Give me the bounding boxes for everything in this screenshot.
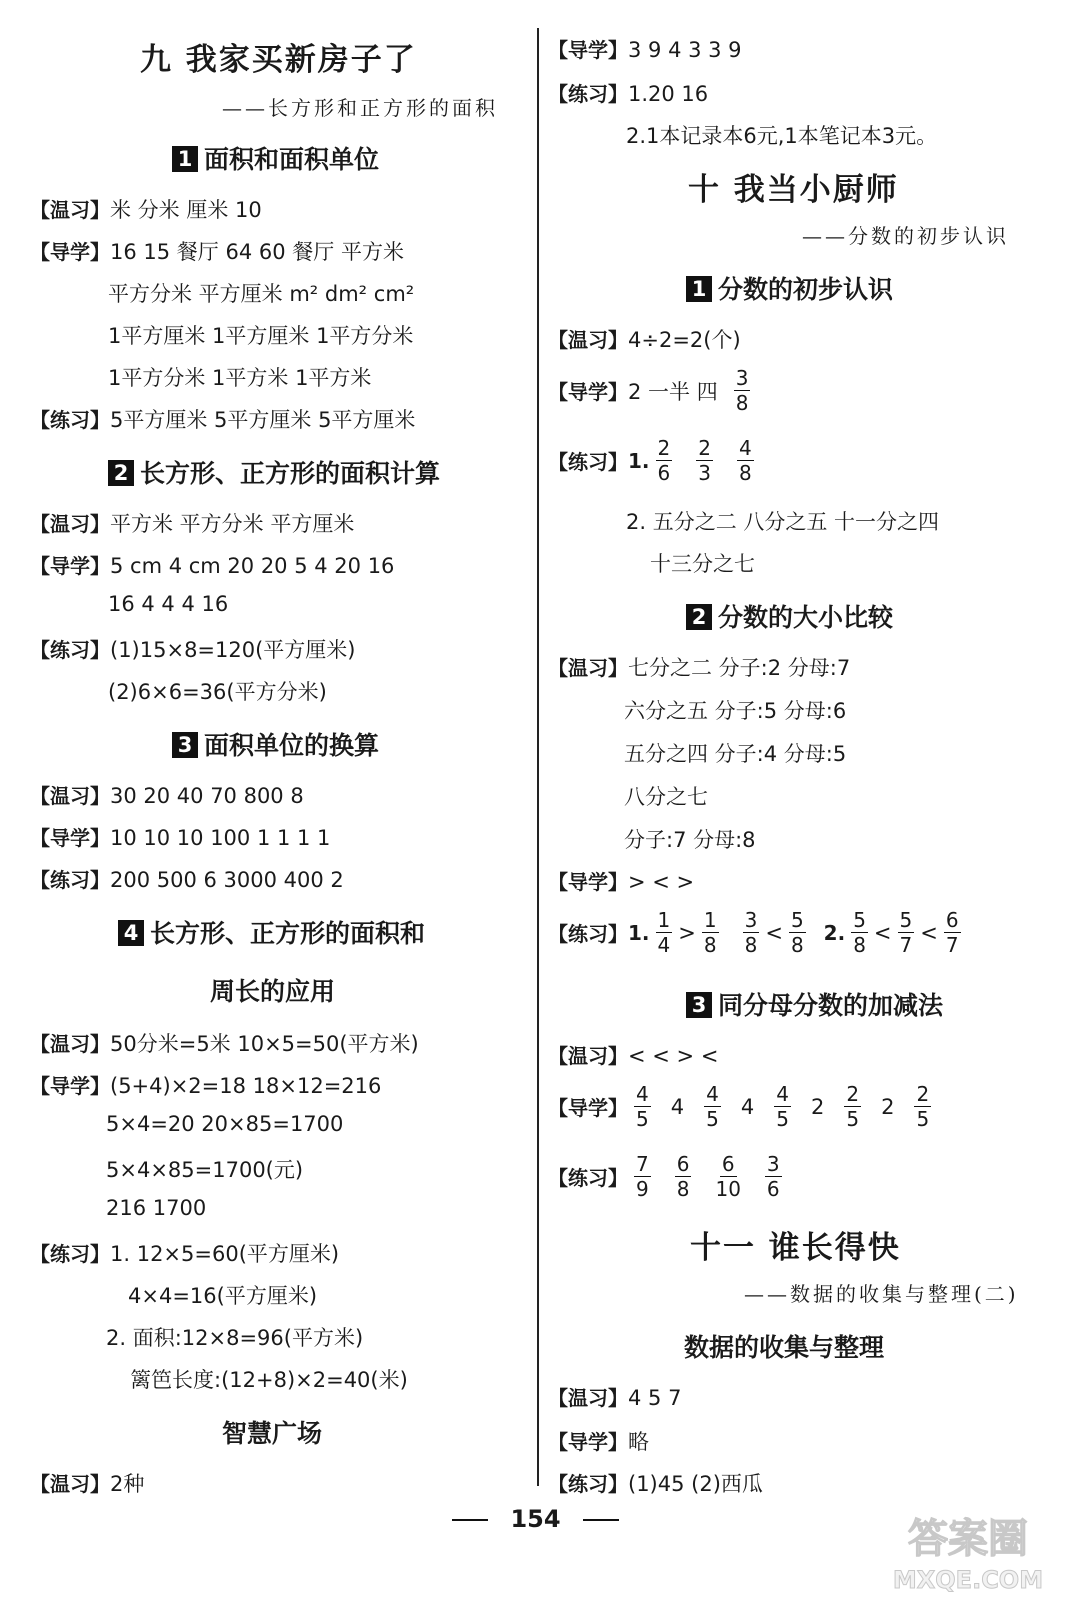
section-heading: 4 长方形、正方形的面积和 [118, 914, 425, 950]
fraction: $\frac{6}{8}$ [676, 1152, 690, 1201]
answer-line: 【导学】10 10 10 100 1 1 1 1 [30, 826, 331, 850]
fraction: $\frac{6}{7}$ [945, 908, 959, 957]
fraction: $\frac{1}{8}$ [703, 908, 717, 957]
fraction: $\frac{5}{8}$ [790, 908, 804, 957]
answer-line: 【练习】 1. $\frac{2}{6}$ $\frac{2}{3}$ $\frac{4}{8}$ [548, 436, 752, 485]
section-heading: 数据的收集与整理 [684, 1333, 885, 1362]
chapter-title-11: 十一 谁长得快 [690, 1230, 901, 1266]
answer-line: (2)6×6=36(平方分米) [108, 680, 327, 704]
answer-line: 【练习】1. 12×5=60(平方厘米) [30, 1242, 340, 1266]
answer-line: 1平方分米 1平方米 1平方米 [108, 366, 372, 390]
answer-line: 【练习】 $\frac{7}{9}$ $\frac{6}{8}$ $\frac{6}{10}$ $\frac{3}{6}$ [548, 1152, 780, 1201]
fraction: $\frac{3}{8}$ [735, 366, 749, 415]
fraction: $\frac{3}{8}$ [744, 908, 758, 957]
answer-line: 【温习】4 5 7 [548, 1386, 682, 1410]
section-heading-extra: 智慧广场 [222, 1419, 323, 1448]
fraction: $\frac{5}{8}$ [853, 908, 866, 957]
answer-line: 八分之七 [624, 785, 708, 809]
answer-line: 【导学】 2 一半 四 $\frac{3}{8}$ [548, 366, 749, 415]
fraction: $\frac{2}{3}$ [698, 436, 711, 485]
answer-line: 十三分之七 [650, 552, 755, 576]
fraction: $\frac{5}{7}$ [899, 908, 913, 957]
answer-line: 【温习】平方米 平方分米 平方厘米 [30, 512, 355, 536]
fraction: $\frac{4}{8}$ [738, 436, 752, 485]
answer-line: 【温习】50分米=5米 10×5=50(平方米) [30, 1032, 419, 1056]
answer-line: 【练习】5平方厘米 5平方厘米 5平方厘米 [30, 408, 416, 432]
answer-line: 【练习】(1)15×8=120(平方厘米) [30, 638, 356, 662]
answer-line: 【练习】(1)45 (2)西瓜 [548, 1472, 763, 1496]
answer-line: 五分之四 分子:4 分母:5 [624, 742, 847, 766]
answer-line: 【练习】1.20 16 [548, 82, 709, 106]
answer-line: 【导学】 $\frac{4}{5}$ 4 $\frac{4}{5}$ 4 $\frac{4}{5}$ 2 $\frac{2}{5}$ 2 $\frac{2}{5}$ [548, 1082, 930, 1131]
chapter-title-10: 十 我当小厨师 [688, 172, 899, 208]
answer-line: 【温习】2种 [30, 1472, 145, 1496]
section-heading-cont: 周长的应用 [210, 977, 336, 1006]
answer-line: 1平方厘米 1平方厘米 1平方分米 [108, 324, 414, 348]
answer-line: 2. 面积:12×8=96(平方米) [106, 1326, 364, 1350]
answer-line: 分子:7 分母:8 [624, 828, 756, 852]
fraction: $\frac{2}{5}$ [916, 1082, 930, 1131]
answer-line: 【温习】4÷2=2(个) [548, 328, 741, 352]
fraction: $\frac{1}{4}$ [657, 908, 671, 957]
answer-line: 5×4×85=1700(元) [106, 1158, 304, 1182]
answer-line: 16 4 4 4 16 [108, 592, 229, 616]
answer-line: 平方分米 平方厘米 m² dm² cm² [108, 282, 415, 306]
watermark-text: 答案圈 [908, 1516, 1028, 1562]
answer-line: 【温习】< < > < [548, 1044, 719, 1068]
chapter-subtitle-9: ——长方形和正方形的面积 [222, 96, 498, 120]
column-divider [537, 28, 539, 1486]
answer-line: 4×4=16(平方厘米) [128, 1284, 318, 1308]
fraction: $\frac{2}{5}$ [846, 1082, 860, 1131]
chapter-subtitle-11: ——数据的收集与整理(二) [744, 1282, 1019, 1306]
section-heading: 3 同分母分数的加减法 [686, 986, 943, 1022]
watermark-logo [876, 1508, 1061, 1596]
answer-line: 【导学】16 15 餐厅 64 60 餐厅 平方米 [30, 240, 404, 264]
section-heading: 1 面积和面积单位 [172, 140, 379, 176]
answer-line: 【练习】200 500 6 3000 400 2 [30, 868, 344, 892]
fraction: $\frac{4}{5}$ [706, 1082, 719, 1131]
answer-line: 【温习】30 20 40 70 800 8 [30, 784, 304, 808]
answer-line: 【温习】七分之二 分子:2 分母:7 [548, 656, 851, 680]
section-heading: 2 分数的大小比较 [686, 598, 893, 634]
answer-line: 【导学】5 cm 4 cm 20 20 5 4 20 16 [30, 554, 395, 578]
watermark-url: MXQE.COM [892, 1566, 1044, 1594]
fraction: $\frac{4}{5}$ [636, 1082, 649, 1131]
answer-line: 2.1本记录本6元,1本笔记本3元。 [626, 124, 938, 148]
answer-line: 2. 五分之二 八分之五 十一分之四 [626, 510, 940, 534]
answer-line: 【导学】> < > [548, 870, 695, 894]
fraction: $\frac{6}{10}$ [715, 1152, 741, 1201]
answer-line: 5×4=20 20×85=1700 [106, 1112, 344, 1136]
answer-line: 【导学】3 9 4 3 3 9 [548, 38, 742, 62]
page-number: 154 [0, 1505, 1071, 1533]
answer-line: 【温习】米 分米 厘米 10 [30, 198, 262, 222]
fraction: $\frac{4}{5}$ [776, 1082, 789, 1131]
answer-line: 【导学】略 [548, 1430, 649, 1454]
chapter-subtitle-10: ——分数的初步认识 [802, 224, 1009, 248]
fraction: $\frac{3}{6}$ [766, 1152, 780, 1201]
chapter-title-9: 九 我家买新房子了 [140, 42, 417, 78]
section-heading: 3 面积单位的换算 [172, 726, 379, 762]
answer-line: 【练习】 1. $\frac{1}{4}$ > $\frac{1}{8}$ $\frac{3}{8}$ < $\frac{5}{8}$ 2. $\frac{5}{8}$ < $\frac{5}{7}$ < $\frac{6}{7}$ [548, 908, 959, 957]
answer-line: 篱笆长度:(12+8)×2=40(米) [130, 1368, 408, 1392]
answer-line: 216 1700 [106, 1196, 207, 1220]
fraction: $\frac{7}{9}$ [636, 1152, 649, 1201]
answer-line: 【导学】(5+4)×2=18 18×12=216 [30, 1074, 382, 1098]
section-heading: 2 长方形、正方形的面积计算 [108, 454, 440, 490]
answer-line: 六分之五 分子:5 分母:6 [624, 699, 847, 723]
section-heading: 1 分数的初步认识 [686, 270, 893, 306]
fraction: $\frac{2}{6}$ [657, 436, 671, 485]
